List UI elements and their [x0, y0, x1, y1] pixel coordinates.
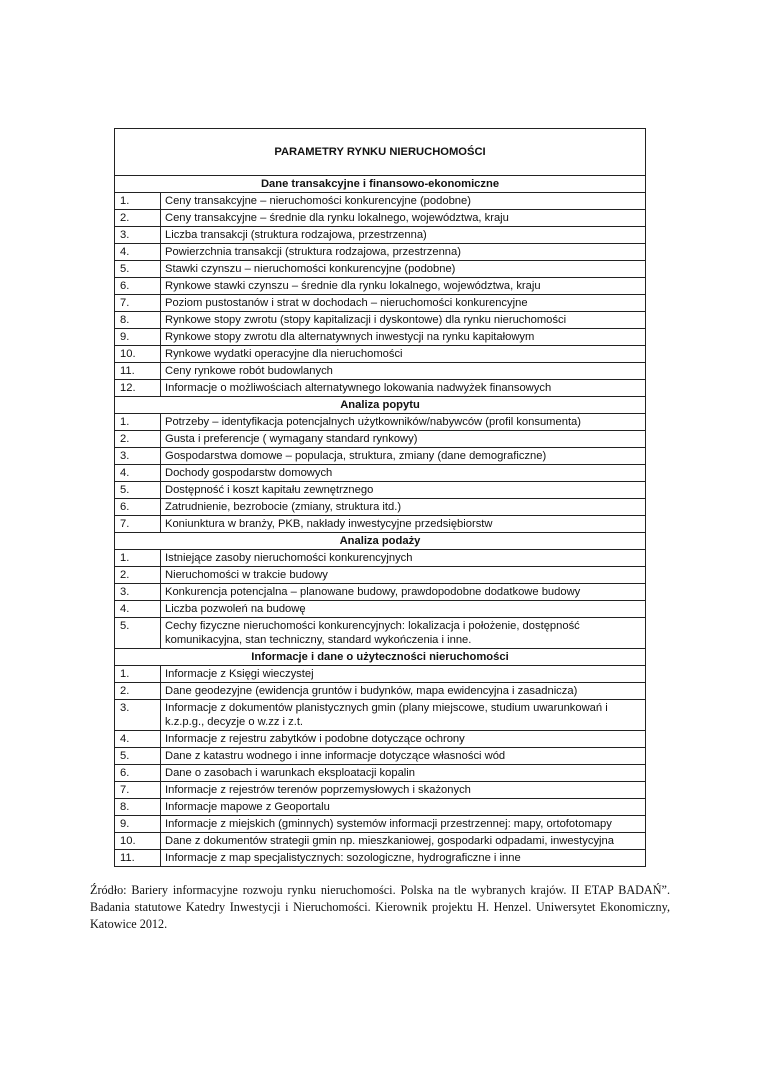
row-number: 3. — [115, 584, 161, 601]
row-number: 7. — [115, 782, 161, 799]
row-number: 6. — [115, 765, 161, 782]
row-text: Konkurencja potencjalna – planowane budowy, prawdopodobne dodatkowe budowy — [161, 584, 646, 601]
table-row — [115, 499, 646, 516]
row-text: Informacje z Księgi wieczystej — [161, 666, 646, 683]
row-text: Stawki czynszu – nieruchomości konkurencyjne (podobne) — [161, 261, 646, 278]
table-row — [115, 329, 646, 346]
table-row — [115, 380, 646, 397]
row-text: Ceny transakcyjne – średnie dla rynku lokalnego, województwa, kraju — [161, 210, 646, 227]
row-text: Gospodarstwa domowe – populacja, struktura, zmiany (dane demograficzne) — [161, 448, 646, 465]
table-row — [115, 312, 646, 329]
row-text: Dane z katastru wodnego i inne informacje dotyczące własności wód — [161, 748, 646, 765]
table-row — [115, 731, 646, 748]
row-number: 6. — [115, 499, 161, 516]
section-heading-row — [115, 533, 646, 550]
table-row — [115, 833, 646, 850]
section-heading-row — [115, 397, 646, 414]
row-text: Nieruchomości w trakcie budowy — [161, 567, 646, 584]
table-row — [115, 816, 646, 833]
row-text: Gusta i preferencje ( wymagany standard rynkowy) — [161, 431, 646, 448]
row-text: Ceny rynkowe robót budowlanych — [161, 363, 646, 380]
row-number: 2. — [115, 683, 161, 700]
table-row — [115, 782, 646, 799]
row-text: Dochody gospodarstw domowych — [161, 465, 646, 482]
row-number: 10. — [115, 833, 161, 850]
row-text: Rynkowe wydatki operacyjne dla nieruchomości — [161, 346, 646, 363]
table-title: PARAMETRY RYNKU NIERUCHOMOŚCI — [115, 129, 646, 176]
row-number: 5. — [115, 261, 161, 278]
row-number: 12. — [115, 380, 161, 397]
row-text: Rynkowe stopy zwrotu (stopy kapitalizacji i dyskontowe) dla rynku nieruchomości — [161, 312, 646, 329]
table-row — [115, 748, 646, 765]
row-number: 5. — [115, 618, 161, 649]
row-number: 4. — [115, 465, 161, 482]
table-row — [115, 346, 646, 363]
table-row — [115, 516, 646, 533]
row-text: Poziom pustostanów i strat w dochodach – nieruchomości konkurencyjne — [161, 295, 646, 312]
table-row — [115, 465, 646, 482]
row-number: 2. — [115, 210, 161, 227]
row-number: 6. — [115, 278, 161, 295]
row-text: Informacje z miejskich (gminnych) systemów informacji przestrzennej: mapy, ortofotomapy — [161, 816, 646, 833]
row-text: Cechy fizyczne nieruchomości konkurencyjnych: lokalizacja i położenie, dostępność komunikacyjna, stan techniczny, standard wykończenia i inne. — [161, 618, 646, 649]
table-row — [115, 431, 646, 448]
section-heading: Analiza podaży — [115, 533, 646, 550]
table-row — [115, 261, 646, 278]
table-row — [115, 363, 646, 380]
table-row — [115, 278, 646, 295]
row-text: Potrzeby – identyfikacja potencjalnych użytkowników/nabywców (profil konsumenta) — [161, 414, 646, 431]
row-text: Istniejące zasoby nieruchomości konkurencyjnych — [161, 550, 646, 567]
row-number: 3. — [115, 448, 161, 465]
row-number: 5. — [115, 482, 161, 499]
table-row — [115, 227, 646, 244]
table-title-row — [115, 129, 646, 176]
row-text: Dane z dokumentów strategii gmin np. mieszkaniowej, gospodarki odpadami, inwestycyjna — [161, 833, 646, 850]
row-number: 9. — [115, 816, 161, 833]
row-text: Ceny transakcyjne – nieruchomości konkurencyjne (podobne) — [161, 193, 646, 210]
table-row — [115, 193, 646, 210]
row-text: Koniunktura w branży, PKB, nakłady inwestycyjne przedsiębiorstw — [161, 516, 646, 533]
table-row — [115, 765, 646, 782]
row-text: Liczba transakcji (struktura rodzajowa, przestrzenna) — [161, 227, 646, 244]
table-row — [115, 799, 646, 816]
row-number: 3. — [115, 700, 161, 731]
row-text: Dane o zasobach i warunkach eksploatacji kopalin — [161, 765, 646, 782]
row-number: 7. — [115, 516, 161, 533]
row-number: 1. — [115, 193, 161, 210]
row-text: Powierzchnia transakcji (struktura rodzajowa, przestrzenna) — [161, 244, 646, 261]
row-number: 4. — [115, 601, 161, 618]
row-text: Dane geodezyjne (ewidencja gruntów i budynków, mapa ewidencyjna i zasadnicza) — [161, 683, 646, 700]
row-text: Informacje z rejestrów terenów poprzemysłowych i skażonych — [161, 782, 646, 799]
table-row — [115, 567, 646, 584]
source-note: Źródło: Bariery informacyjne rozwoju rynku nieruchomości. Polska na tle wybranych krajów. II ETAP BADAŃ”. Badania statutowe Katedry Inwestycji i Nieruchomości. Kierownik projektu H. Henzel. Uniwersytet Ekonomiczny, Katowice 2012. — [90, 883, 670, 932]
table-row — [115, 584, 646, 601]
table-row — [115, 550, 646, 567]
table-row — [115, 414, 646, 431]
row-number: 9. — [115, 329, 161, 346]
row-number: 10. — [115, 346, 161, 363]
row-text: Rynkowe stawki czynszu – średnie dla rynku lokalnego, województwa, kraju — [161, 278, 646, 295]
table-row — [115, 244, 646, 261]
row-text: Informacje mapowe z Geoportalu — [161, 799, 646, 816]
section-heading: Analiza popytu — [115, 397, 646, 414]
row-text: Informacje z dokumentów planistycznych gmin (plany miejscowe, studium uwarunkowań i k.z.p.g., decyzje o w.zz i z.t. — [161, 700, 646, 731]
row-number: 2. — [115, 567, 161, 584]
row-text: Informacje z rejestru zabytków i podobne dotyczące ochrony — [161, 731, 646, 748]
table-row — [115, 210, 646, 227]
table-row — [115, 618, 646, 649]
row-number: 1. — [115, 414, 161, 431]
row-number: 11. — [115, 850, 161, 867]
section-heading: Dane transakcyjne i finansowo-ekonomiczne — [115, 176, 646, 193]
row-number: 11. — [115, 363, 161, 380]
row-text: Liczba pozwoleń na budowę — [161, 601, 646, 618]
row-number: 8. — [115, 312, 161, 329]
table-row — [115, 482, 646, 499]
table-row — [115, 700, 646, 731]
section-heading-row — [115, 649, 646, 666]
row-number: 1. — [115, 666, 161, 683]
row-text: Zatrudnienie, bezrobocie (zmiany, struktura itd.) — [161, 499, 646, 516]
row-number: 8. — [115, 799, 161, 816]
table-row — [115, 683, 646, 700]
row-number: 1. — [115, 550, 161, 567]
row-text: Rynkowe stopy zwrotu dla alternatywnych inwestycji na rynku kapitałowym — [161, 329, 646, 346]
table-row — [115, 448, 646, 465]
table-row — [115, 295, 646, 312]
row-number: 4. — [115, 731, 161, 748]
row-number: 3. — [115, 227, 161, 244]
parameters-table — [114, 128, 646, 867]
row-number: 4. — [115, 244, 161, 261]
table-row — [115, 850, 646, 867]
row-text: Informacje z map specjalistycznych: sozologiczne, hydrograficzne i inne — [161, 850, 646, 867]
table-row — [115, 601, 646, 618]
row-text: Informacje o możliwościach alternatywnego lokowania nadwyżek finansowych — [161, 380, 646, 397]
row-text: Dostępność i koszt kapitału zewnętrznego — [161, 482, 646, 499]
row-number: 7. — [115, 295, 161, 312]
table-row — [115, 666, 646, 683]
section-heading: Informacje i dane o użyteczności nieruchomości — [115, 649, 646, 666]
section-heading-row — [115, 176, 646, 193]
row-number: 2. — [115, 431, 161, 448]
row-number: 5. — [115, 748, 161, 765]
